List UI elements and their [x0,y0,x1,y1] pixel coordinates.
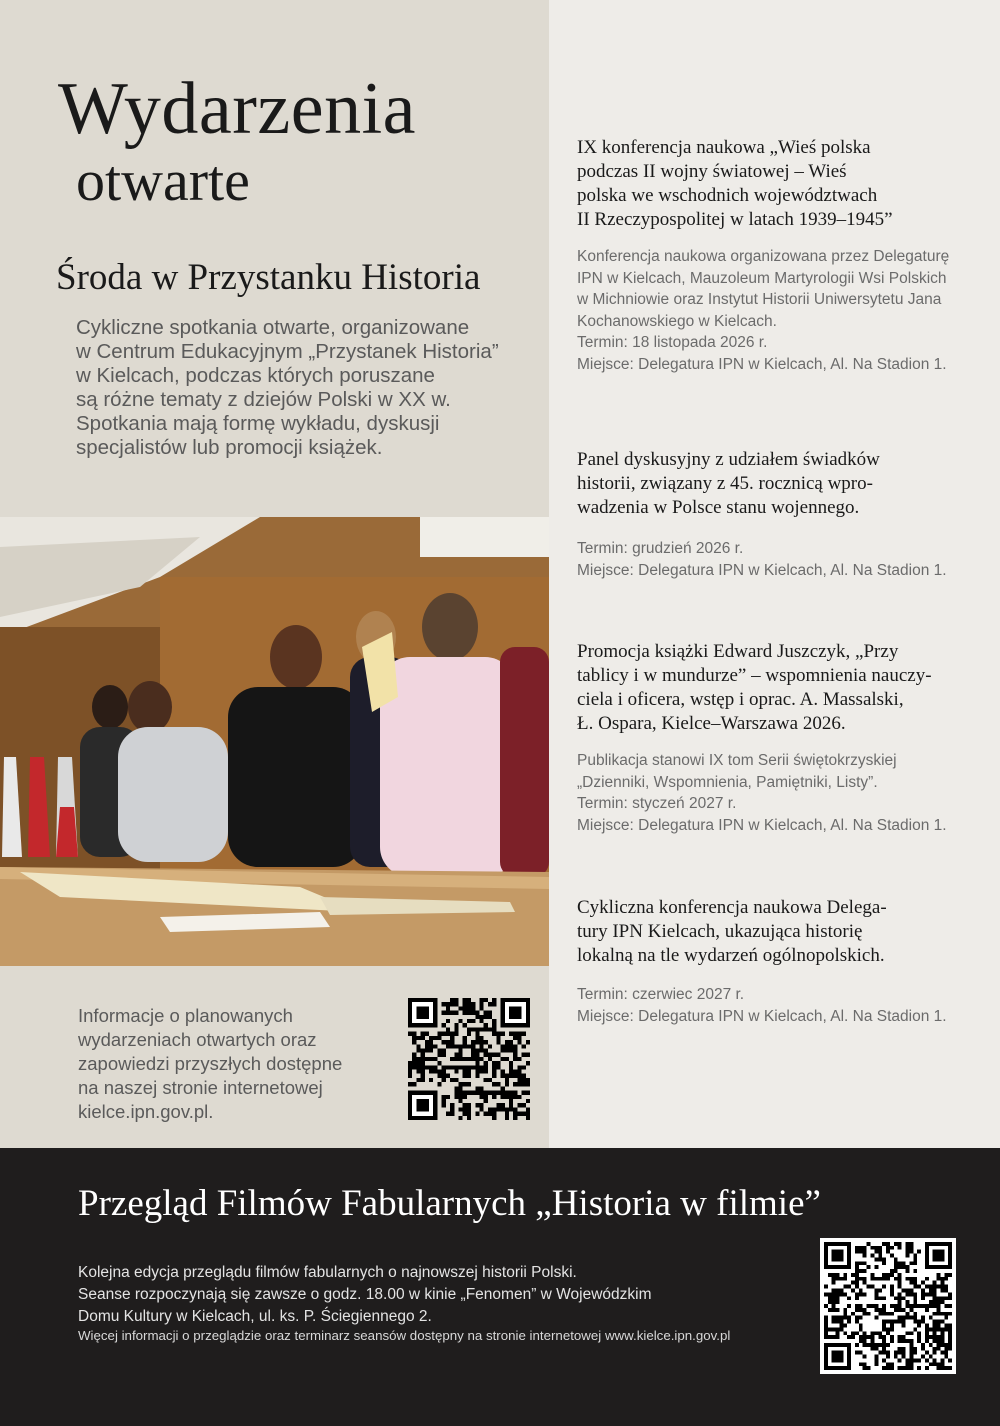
info-line: na naszej stronie internetowej [78,1077,323,1098]
event-details [577,246,977,375]
event-detail-line: IPN w Kielcach, Mauzoleum Martyrologii Wsi Polskich [577,269,947,287]
info-paragraph [78,1004,378,1124]
info-line: zapowiedzi przyszłych dostępne [78,1053,343,1074]
section-subtitle: Środa w Przystanku Historia [56,257,481,298]
intro-line: Spotkania mają formę wykładu, dyskusji [76,412,440,435]
qr-code-icon[interactable] [408,998,530,1120]
event-date: Termin: grudzień 2026 r. [577,540,744,557]
intro-line: specjalistów lub promocji książek. [76,436,383,459]
event-details [577,538,977,581]
event-title-line: lokalną na tle wydarzeń ogólnopolskich. [577,945,885,966]
event-item [577,448,977,581]
event-title-line: tablicy i w mundurze” – wspomnienia nauczy- [577,665,932,686]
info-line: wydarzeniach otwartych oraz [78,1029,317,1050]
intro-line: są różne tematy z dziejów Polski w XX w. [76,388,451,411]
event-details [577,984,977,1027]
page-title-line2: otwarte [76,148,250,213]
event-detail-line: w Michniowie oraz Instytut Historii Uniwersytetu Jana [577,291,942,308]
event-item [577,640,977,836]
event-item [577,136,977,375]
intro-paragraph [76,316,536,460]
event-item [577,896,977,1027]
event-title-line: II Rzeczypospolitej w latach 1939–1945” [577,209,893,230]
film-review-title: Przegląd Filmów Fabularnych „Historia w filmie” [78,1183,821,1224]
film-more-info[interactable]: Więcej informacji o przeglądzie oraz terminarz seansów dostępny na stronie internetowej www.kielce.ipn.gov.pl [78,1328,731,1343]
intro-line: w Centrum Edukacyjnym „Przystanek Historia” [76,340,499,363]
event-location: Miejsce: Delegatura IPN w Kielcach, Al. Na Stadion 1. [577,1007,947,1025]
event-details [577,750,977,836]
info-line: Informacje o planowanych [78,1005,293,1026]
event-title-line: ciela i oficera, wstęp i oprac. A. Massalski, [577,689,904,710]
film-text-line: Domu Kultury w Kielcach, ul. ks. P. Ściegiennego 2. [78,1308,432,1325]
event-title-line: Cykliczna konferencja naukowa Delega- [577,897,887,918]
event-date: Termin: styczeń 2027 r. [577,795,737,812]
event-title-line: tury IPN Kielcach, ukazująca historię [577,921,863,942]
event-photo [0,517,549,966]
event-location: Miejsce: Delegatura IPN w Kielcach, Al. Na Stadion 1. [577,355,947,373]
event-detail-line: Publikacja stanowi IX tom Serii świętokrzyskiej [577,752,897,769]
event-location: Miejsce: Delegatura IPN w Kielcach, Al. Na Stadion 1. [577,561,947,579]
event-title-line: Panel dyskusyjny z udziałem świadków [577,449,880,470]
intro-line: Cykliczne spotkania otwarte, organizowane [76,316,470,339]
film-text-line: Seanse rozpoczynają się zawsze o godz. 18.00 w kinie „Fenomen” w Wojewódzkim [78,1286,652,1303]
event-title-line: podczas II wojny światowej – Wieś [577,161,847,182]
film-review-text [78,1262,798,1328]
event-title-line: IX konferencja naukowa „Wieś polska [577,137,871,158]
info-link[interactable]: kielce.ipn.gov.pl. [78,1101,214,1122]
event-title [577,136,977,232]
event-date: Termin: 18 listopada 2026 r. [577,334,768,351]
qr-code-icon[interactable] [820,1238,956,1374]
event-title-line: Ł. Ospara, Kielce–Warszawa 2026. [577,713,846,734]
event-date: Termin: czerwiec 2027 r. [577,986,745,1003]
event-detail-line: Kochanowskiego w Kielcach. [577,312,777,330]
film-text-line: Kolejna edycja przeglądu filmów fabularnych o najnowszej historii Polski. [78,1264,577,1281]
event-title-line: historii, związany z 45. rocznicą wpro- [577,473,873,494]
event-detail-line: Konferencja naukowa organizowana przez Delegaturę [577,248,950,265]
event-title [577,640,977,736]
event-detail-line: „Dzienniki, Wspomnienia, Pamiętniki, Listy”. [577,773,878,791]
page-title-line1: Wydarzenia [58,68,416,150]
event-title-line: wadzenia w Polsce stanu wojennego. [577,497,860,518]
event-title-line: Promocja książki Edward Juszczyk, „Przy [577,641,899,662]
event-title [577,896,977,968]
event-title-line: polska we wschodnich województwach [577,185,878,206]
event-location: Miejsce: Delegatura IPN w Kielcach, Al. Na Stadion 1. [577,816,947,834]
event-title [577,448,977,520]
intro-line: w Kielcach, podczas których poruszane [76,364,435,387]
